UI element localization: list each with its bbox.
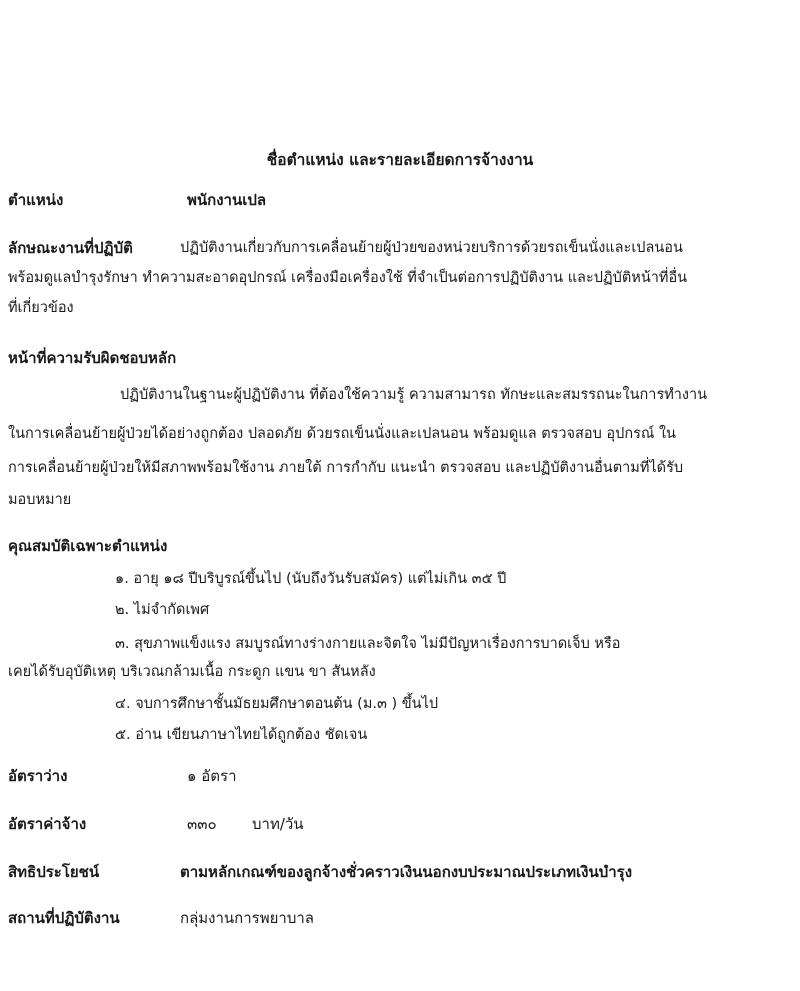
vacancy-row [8, 764, 67, 788]
duties-line-3: การเคลื่อนย้ายผู้ป่วยให้มีสภาพพร้อมใช้งาน ภายใต้ การกำกับ แนะนำ ตรวจสอบ และปฏิบัติงานอื่นตามที่ได้รับ [8, 460, 684, 476]
duties-line-2: ในการเคลื่อนย้ายผู้ป่วยได้อย่างถูกต้อง ปลอดภัย ด้วยรถเข็นนั่งและเปลนอน พร้อมดูแล ตรวจสอบ อุปกรณ์ ใน [8, 426, 676, 442]
job-nature-line-2: พร้อมดูแลบำรุงรักษา ทำความสะอาดอุปกรณ์ เครื่องมือเครื่องใช้ ที่จำเป็นต่อการปฏิบัติงาน และปฏิบัติหน้าที่อื่น [8, 270, 688, 286]
vacancy-label: อัตราว่าง [8, 767, 68, 785]
job-nature-label-row [8, 236, 133, 260]
position-value: พนักงานเปล [187, 191, 267, 209]
workplace-row [8, 906, 120, 930]
workplace-value: กลุ่มงานการพยาบาล [180, 909, 314, 927]
qualification-item-3-line-2: เคยได้รับอุบัติเหตุ บริเวณกล้ามเนื้อ กระดูก แขน ขา สันหลัง [8, 664, 376, 680]
qualification-item-4: ๔. จบการศึกษาชั้นมัธยมศึกษาตอนต้น (ม.๓ ) ขึ้นไป [115, 696, 439, 712]
wage-label: อัตราค่าจ้าง [8, 815, 87, 833]
job-nature-label: ลักษณะงานที่ปฏิบัติ [8, 239, 133, 257]
job-nature-line-1: ปฏิบัติงานเกี่ยวกับการเคลื่อนย้ายผู้ป่วยของหน่วยบริการด้วยรถเข็นนั่งและเปลนอน [180, 240, 683, 256]
position-label: ตำแหน่ง [8, 191, 64, 209]
qualifications-heading: คุณสมบัติเฉพาะตำแหน่ง [8, 537, 168, 555]
vacancy-value: ๑ อัตรา [187, 767, 237, 785]
qualification-item-5: ๕. อ่าน เขียนภาษาไทยได้ถูกต้อง ชัดเจน [115, 727, 368, 743]
wage-unit: บาท/วัน [252, 815, 304, 833]
workplace-label: สถานที่ปฏิบัติงาน [8, 909, 120, 927]
qualification-item-1: ๑. อายุ ๑๘ ปีบริบูรณ์ขึ้นไป (นับถึงวันรับสมัคร) แต่ไม่เกิน ๓๕ ปี [115, 571, 507, 587]
wage-amount: ๓๓๐ [187, 815, 217, 833]
position-row [8, 188, 63, 212]
duties-heading: หน้าที่ความรับผิดชอบหลัก [8, 349, 177, 367]
document-title: ชื่อตำแหน่ง และรายละเอียดการจ้างงาน [266, 151, 534, 169]
duties-line-1: ปฏิบัติงานในฐานะผู้ปฏิบัติงาน ที่ต้องใช้ความรู้ ความสามารถ ทักษะและสมรรถนะในการทำงาน [120, 387, 708, 403]
job-nature-line-3: ที่เกี่ยวข้อง [8, 300, 74, 316]
qualification-item-3-line-1: ๓. สุขภาพแข็งแรง สมบูรณ์ทางร่างกายและจิตใจ ไม่มีปัญหาเรื่องการบาดเจ็บ หรือ [115, 636, 621, 652]
qualification-item-2: ๒. ไม่จำกัดเพศ [115, 602, 210, 618]
duties-line-4: มอบหมาย [8, 492, 72, 508]
wage-row [8, 812, 86, 836]
benefits-value: ตามหลักเกณฑ์ของลูกจ้างชั่วคราวเงินนอกงบประมาณประเภทเงินบำรุง [180, 863, 633, 881]
benefits-label: สิทธิประโยชน์ [8, 863, 100, 881]
benefits-row [8, 860, 99, 884]
